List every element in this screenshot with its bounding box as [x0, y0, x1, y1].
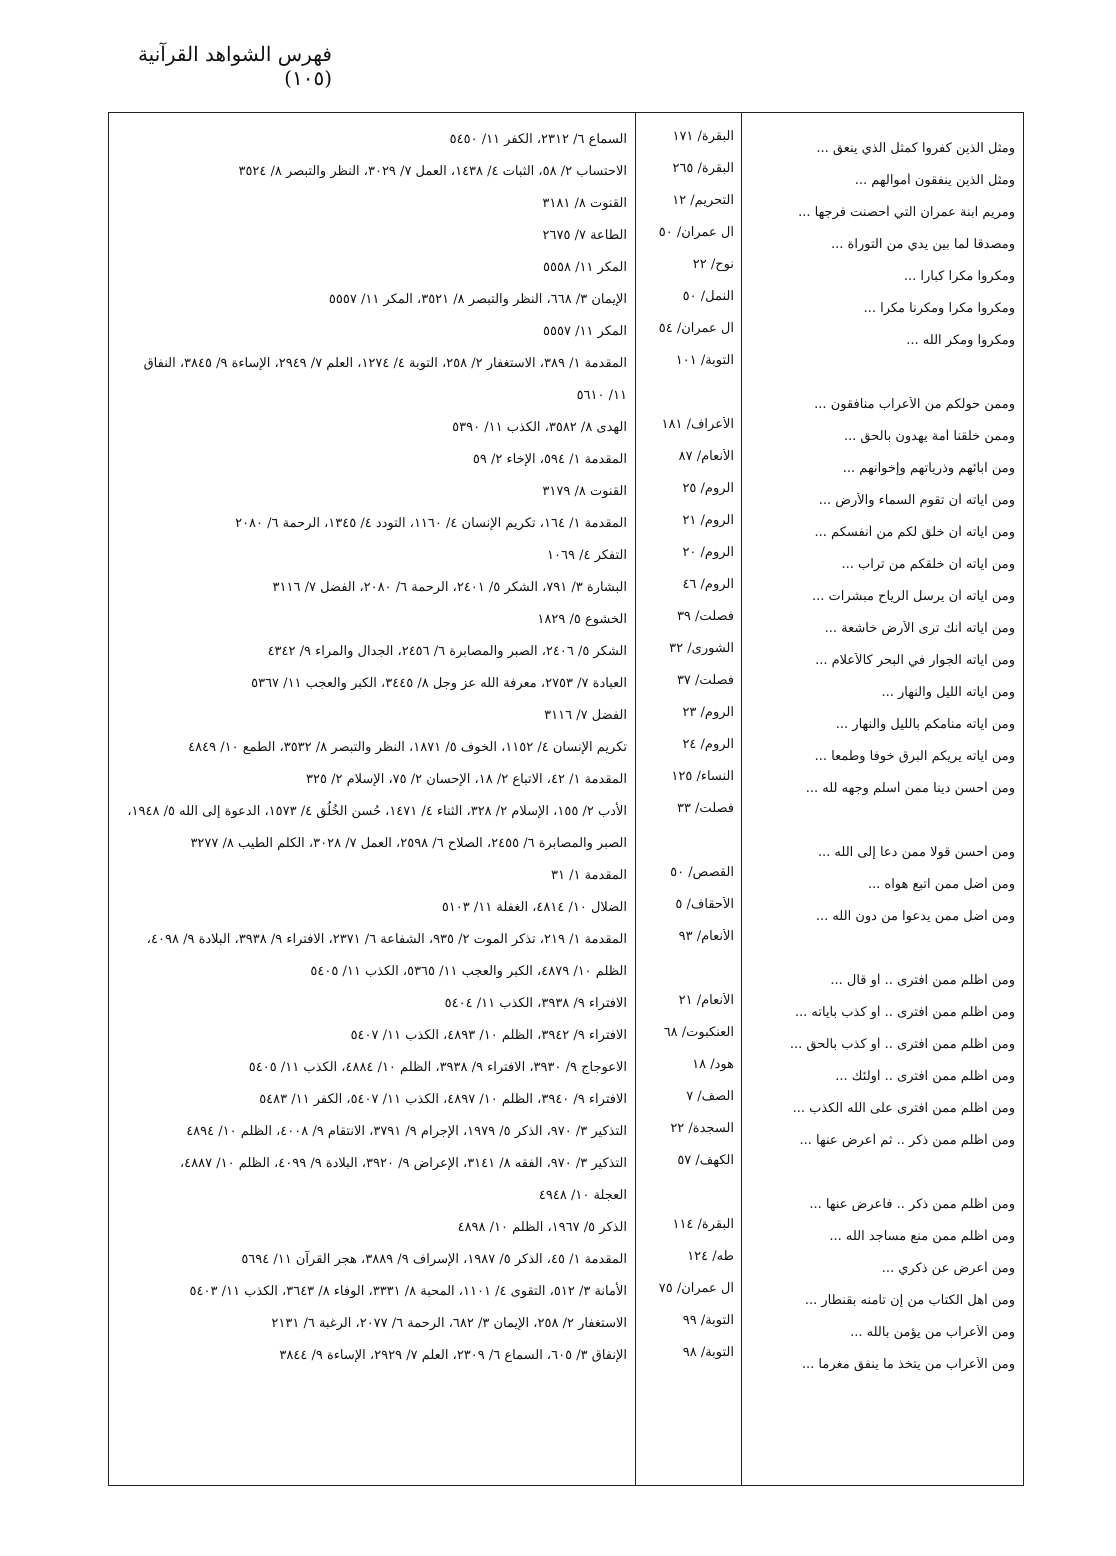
topic-line: الخشوع ٥/ ١٨٢٩ — [537, 612, 627, 627]
index-row — [109, 641, 1023, 673]
topic-line: العجلة ١٠/ ٤٩٤٨ — [538, 1188, 627, 1203]
index-row — [109, 705, 1023, 737]
surah-reference: القصص/ ٥٠ — [670, 865, 734, 880]
topic-references — [115, 225, 627, 257]
topic-references — [115, 865, 627, 897]
ayah-fragment: وممن خلقنا أمة يهدون بالحق ... — [843, 429, 1015, 444]
topic-line: الاستغفار ٢/ ٢٥٨، الإيمان ٣/ ٦٨٢، الرحمة ٦/ ٢٠٧٧، الرغبة ٦/ ٢١٣١ — [271, 1316, 627, 1331]
topic-references — [115, 641, 627, 673]
topic-references — [115, 993, 627, 1025]
topic-line: الفضل ٧/ ٣١١٦ — [544, 708, 627, 723]
topic-line: القنوت ٨/ ٣١٨١ — [542, 196, 627, 211]
index-row — [109, 897, 1023, 929]
surah-reference: التوبة/ ٩٨ — [682, 1345, 734, 1360]
ayah-fragment: ومن أظلم ممن افترى على الله الكذب ... — [792, 1101, 1015, 1116]
topic-line: المقدمة ١/ ٣٨٩، الاستغفار ٢/ ٢٥٨، التوبة ٤/ ١٢٧٤، العلم ٧/ ٢٩٤٩، الإساءة ٩/ ٣٨٤٥، النفاق — [143, 356, 627, 371]
page-header — [108, 42, 332, 90]
surah-reference: النساء/ ١٢٥ — [671, 769, 734, 784]
ayah-fragment: ومن أحسن قولا ممن دعا إلى الله ... — [817, 845, 1015, 860]
surah-reference: التوبة/ ٩٩ — [682, 1313, 734, 1328]
index-row — [109, 1089, 1023, 1121]
index-row — [109, 225, 1023, 257]
topic-line: المقدمة ١/ ٤٢، الاتباع ٢/ ١٨، الإحسان ٢/ ٧٥، الإسلام ٢/ ٣٢٥ — [306, 772, 627, 787]
surah-reference: الروم/ ٢٥ — [682, 481, 734, 496]
index-table — [108, 112, 1024, 1486]
topic-line: الافتراء ٩/ ٣٩٣٨، الكذب ١١/ ٥٤٠٤ — [444, 996, 627, 1011]
surah-reference: فصلت/ ٣٣ — [676, 801, 734, 816]
topic-line: المقدمة ١/ ٤٥، الذكر ٥/ ١٩٨٧، الإسراف ٩/ ٣٨٨٩، هجر القرآن ١١/ ٥٦٩٤ — [241, 1252, 627, 1267]
index-row — [109, 929, 1023, 993]
topic-references — [115, 705, 627, 737]
topic-line: البشارة ٣/ ٧٩١، الشكر ٥/ ٢٤٠١، الرحمة ٦/ ٢٠٨٠، الفضل ٧/ ٣١١٦ — [272, 580, 627, 595]
index-rows — [109, 129, 1023, 1377]
index-row — [109, 1345, 1023, 1377]
topic-line: الافتراء ٩/ ٣٩٤٢، الظلم ١٠/ ٤٨٩٣، الكذب ١١/ ٥٤٠٧ — [350, 1028, 627, 1043]
ayah-fragment: ومثل الذين ينفقون أموالهم ... — [854, 173, 1015, 188]
ayah-fragment: ومن أظلم ممن افترى .. أولئك ... — [835, 1069, 1015, 1084]
topic-line: المكر ١١/ ٥٥٥٨ — [543, 260, 627, 275]
topic-references — [115, 673, 627, 705]
surah-reference: التوبة/ ١٠١ — [675, 353, 734, 368]
topic-line: المقدمة ١/ ٣١ — [550, 868, 627, 883]
ayah-fragment: ومثل الذين كفروا كمثل الذي ينعق ... — [816, 141, 1015, 156]
surah-reference: آل عمران/ ٥٠ — [658, 225, 734, 240]
surah-reference: العنكبوت/ ٦٨ — [663, 1025, 734, 1040]
topic-line: الاحتساب ٢/ ٥٨، الثبات ٤/ ١٤٣٨، العمل ٧/ ٣٠٢٩، النظر والتبصر ٨/ ٣٥٢٤ — [238, 164, 627, 179]
topic-line: الطاعة ٧/ ٢٦٧٥ — [542, 228, 627, 243]
topic-line: الضلال ١٠/ ٤٨١٤، الغفلة ١١/ ٥١٠٣ — [441, 900, 627, 915]
index-row — [109, 193, 1023, 225]
index-row — [109, 1121, 1023, 1153]
ayah-fragment: ومن الأعراب من يؤمن بالله ... — [850, 1325, 1015, 1340]
surah-reference: طه/ ١٢٤ — [687, 1249, 734, 1264]
index-row — [109, 545, 1023, 577]
topic-references — [115, 513, 627, 545]
topic-references — [115, 609, 627, 641]
topic-line: السماع ٦/ ٢٣١٢، الكفر ١١/ ٥٤٥٠ — [449, 132, 627, 147]
index-row — [109, 577, 1023, 609]
surah-reference: الأنعام/ ٨٧ — [678, 449, 734, 464]
topic-line: العبادة ٧/ ٢٧٥٣، معرفة الله عز وجل ٨/ ٣٤٤٥، الكبر والعجب ١١/ ٥٣٦٧ — [251, 676, 627, 691]
index-row — [109, 1249, 1023, 1281]
topic-references — [115, 449, 627, 481]
topic-references — [115, 897, 627, 929]
surah-reference: الروم/ ٢٤ — [682, 737, 734, 752]
surah-reference: الشورى/ ٣٢ — [669, 641, 734, 656]
surah-reference: الروم/ ٢١ — [682, 513, 734, 528]
topic-references — [115, 929, 627, 993]
topic-line: الاعوجاج ٩/ ٣٩٣٠، الافتراء ٩/ ٣٩٣٨، الظلم ١٠/ ٤٨٨٤، الكذب ١١/ ٥٤٠٥ — [248, 1060, 627, 1075]
ayah-fragment: ومن آياته يريكم البرق خوفا وطمعا ... — [814, 749, 1015, 764]
topic-references — [115, 545, 627, 577]
index-row — [109, 993, 1023, 1025]
topic-line: الهدى ٨/ ٣٥٨٢، الكذب ١١/ ٥٣٩٠ — [452, 420, 627, 435]
ayah-fragment: ومن آبائهم وذرياتهم وإخوانهم ... — [842, 461, 1015, 476]
index-row — [109, 673, 1023, 705]
ayah-fragment: ومن أظلم ممن افترى .. أو كذب بآياته ... — [794, 1005, 1015, 1020]
surah-reference: البقرة/ ٢٦٥ — [672, 161, 734, 176]
surah-reference: الروم/ ٤٦ — [682, 577, 734, 592]
surah-reference: الأحقاف/ ٥ — [675, 897, 734, 912]
ayah-fragment: ومن آياته أن خلق لكم من أنفسكم ... — [814, 525, 1015, 540]
topic-references — [115, 737, 627, 769]
ayah-fragment: ومن أظلم ممن ذكر .. فأعرض عنها ... — [809, 1197, 1015, 1212]
topic-references — [115, 1281, 627, 1313]
topic-references — [115, 1217, 627, 1249]
ayah-fragment: ومكروا ومكر الله ... — [906, 333, 1015, 348]
surah-reference: الكهف/ ٥٧ — [677, 1153, 734, 1168]
surah-reference: السجدة/ ٢٢ — [670, 1121, 734, 1136]
index-row — [109, 865, 1023, 897]
topic-line: التذكير ٣/ ٩٧٠، الفقه ٨/ ٣١٤١، الإعراض ٩/ ٣٩٢٠، البلادة ٩/ ٤٠٩٩، الظلم ١٠/ ٤٨٨٧، — [179, 1156, 627, 1171]
index-row — [109, 353, 1023, 417]
index-row — [109, 1313, 1023, 1345]
ayah-fragment: ومصدقا لما بين يدي من التوراة ... — [831, 237, 1015, 252]
index-row — [109, 513, 1023, 545]
topic-line: الإنفاق ٣/ ٦٠٥، السماع ٦/ ٢٣٠٩، العلم ٧/ ٢٩٢٩، الإساءة ٩/ ٣٨٤٤ — [279, 1348, 627, 1363]
surah-reference: نوح/ ٢٢ — [692, 257, 734, 272]
ayah-fragment: ومكروا مكرا ومكرنا مكرا ... — [863, 301, 1015, 316]
topic-line: التذكير ٣/ ٩٧٠، الذكر ٥/ ١٩٧٩، الإجرام ٩/ ٣٧٩١، الانتقام ٩/ ٤٠٠٨، الظلم ١٠/ ٤٨٩٤ — [186, 1124, 627, 1139]
topic-line: المكر ١١/ ٥٥٥٧ — [543, 324, 627, 339]
ayah-fragment: ومن آياته أن خلقكم من تراب ... — [841, 557, 1015, 572]
index-row — [109, 1281, 1023, 1313]
topic-references — [115, 481, 627, 513]
surah-reference: فصلت/ ٣٩ — [676, 609, 734, 624]
topic-references — [115, 1249, 627, 1281]
topic-references — [115, 1089, 627, 1121]
index-row — [109, 257, 1023, 289]
surah-reference: النمل/ ٥٠ — [682, 289, 734, 304]
ayah-fragment: ومن آياته أن يرسل الرياح مبشرات ... — [811, 589, 1015, 604]
index-row — [109, 161, 1023, 193]
ayah-fragment: ومن أظلم ممن افترى .. أو كذب بالحق ... — [789, 1037, 1015, 1052]
index-row — [109, 449, 1023, 481]
surah-reference: البقرة/ ١١٤ — [672, 1217, 734, 1232]
ayah-fragment: وممن حولكم من الأعراب منافقون ... — [814, 397, 1015, 412]
ayah-fragment: ومن أضل ممن يدعوا من دون الله ... — [815, 909, 1015, 924]
index-row — [109, 769, 1023, 801]
surah-reference: آل عمران/ ٧٥ — [658, 1281, 734, 1296]
ayah-fragment: ومن آياته أن تقوم السماء والأرض ... — [818, 493, 1015, 508]
index-row — [109, 1217, 1023, 1249]
ayah-fragment: ومريم ابنة عمران التي أحصنت فرجها ... — [798, 205, 1015, 220]
index-row — [109, 289, 1023, 321]
topic-references — [115, 289, 627, 321]
ayah-fragment: ومن أظلم ممن افترى .. أو قال ... — [830, 973, 1015, 988]
topic-line: المقدمة ١/ ١٦٤، تكريم الإنسان ٤/ ١١٦٠، التودد ٤/ ١٣٤٥، الرحمة ٦/ ٢٠٨٠ — [235, 516, 627, 531]
ayah-fragment: ومن آياته أنك ترى الأرض خاشعة ... — [824, 621, 1015, 636]
topic-line: الافتراء ٩/ ٣٩٤٠، الظلم ١٠/ ٤٨٩٧، الكذب ١١/ ٥٤٠٧، الكفر ١١/ ٥٤٨٣ — [259, 1092, 627, 1107]
header-title: فهرس الشواهد القرآنية — [137, 42, 332, 66]
topic-line: الذكر ٥/ ١٩٦٧، الظلم ١٠/ ٤٨٩٨ — [457, 1220, 627, 1235]
index-row — [109, 609, 1023, 641]
index-row — [109, 321, 1023, 353]
topic-line: الإيمان ٣/ ٦٦٨، النظر والتبصر ٨/ ٣٥٢١، المكر ١١/ ٥٥٥٧ — [328, 292, 627, 307]
surah-reference: الأنعام/ ٢١ — [678, 993, 734, 1008]
topic-line: الأمانة ٣/ ٥١٢، التقوى ٤/ ١١٠١، المحبة ٨/ ٣٣٣١، الوفاء ٨/ ٣٦٤٣، الكذب ١١/ ٥٤٠٣ — [189, 1284, 627, 1299]
topic-references — [115, 417, 627, 449]
surah-reference: الروم/ ٢٣ — [682, 705, 734, 720]
topic-references — [115, 161, 627, 193]
page-number: (١٠٥) — [284, 66, 332, 90]
ayah-fragment: ومن أحسن دينا ممن أسلم وجهه لله ... — [805, 781, 1015, 796]
index-row — [109, 801, 1023, 865]
ayah-fragment: ومن أظلم ممن ذكر .. ثم أعرض عنها ... — [799, 1133, 1015, 1148]
index-row — [109, 129, 1023, 161]
ayah-fragment: ومن آياته منامكم بالليل والنهار ... — [835, 717, 1015, 732]
index-row — [109, 417, 1023, 449]
topic-references — [115, 1025, 627, 1057]
surah-reference: هود/ ١٨ — [692, 1057, 734, 1072]
surah-reference: البقرة/ ١٧١ — [672, 129, 734, 144]
topic-references — [115, 1313, 627, 1345]
topic-line: المقدمة ١/ ٢١٩، تذكر الموت ٢/ ٩٣٥، الشفاعة ٦/ ٢٣٧١، الافتراء ٩/ ٣٩٣٨، البلادة ٩/ ٤٠٩٨، — [146, 932, 627, 947]
topic-line: ١١/ ٥٦١٠ — [576, 388, 627, 403]
topic-line: التفكر ٤/ ١٠٦٩ — [547, 548, 627, 563]
ayah-fragment: ومن الأعراب من يتخذ ما ينفق مغرما ... — [801, 1357, 1015, 1372]
topic-line: الظلم ١٠/ ٤٨٧٩، الكبر والعجب ١١/ ٥٣٦٥، الكذب ١١/ ٥٤٠٥ — [310, 964, 627, 979]
ayah-fragment: ومن آياته الجوار في البحر كالأعلام ... — [815, 653, 1015, 668]
topic-references — [115, 193, 627, 225]
topic-references — [115, 321, 627, 353]
ayah-fragment: ومكروا مكرا كبارا ... — [903, 269, 1015, 284]
topic-line: المقدمة ١/ ٥٩٤، الإخاء ٢/ ٥٩ — [472, 452, 627, 467]
topic-references — [115, 1153, 627, 1217]
topic-references — [115, 353, 627, 417]
index-row — [109, 481, 1023, 513]
surah-reference: الصف/ ٧ — [686, 1089, 734, 1104]
surah-reference: آل عمران/ ٥٤ — [658, 321, 734, 336]
topic-references — [115, 129, 627, 161]
topic-line: القنوت ٨/ ٣١٧٩ — [542, 484, 627, 499]
surah-reference: الروم/ ٢٠ — [682, 545, 734, 560]
topic-references — [115, 257, 627, 289]
surah-reference: التحريم/ ١٢ — [672, 193, 734, 208]
topic-line: تكريم الإنسان ٤/ ١١٥٢، الخوف ٥/ ١٨٧١، النظر والتبصر ٨/ ٣٥٣٢، الطمع ١٠/ ٤٨٤٩ — [188, 740, 627, 755]
topic-line: الأدب ٢/ ١٥٥، الإسلام ٢/ ٣٢٨، الثناء ٤/ ١٤٧١، حُسن الخُلُق ٤/ ١٥٧٣، الدعوة إلى الله ٥/ ١٩٤٨، — [127, 804, 627, 819]
topic-references — [115, 1345, 627, 1377]
topic-references — [115, 801, 627, 865]
index-row — [109, 1057, 1023, 1089]
topic-references — [115, 1057, 627, 1089]
ayah-fragment: ومن أعرض عن ذكري ... — [881, 1261, 1015, 1276]
index-row — [109, 1025, 1023, 1057]
index-row — [109, 1153, 1023, 1217]
ayah-fragment: ومن أظلم ممن منع مساجد الله ... — [829, 1229, 1015, 1244]
topic-references — [115, 577, 627, 609]
ayah-fragment: ومن أهل الكتاب من إن تأمنه بقنطار ... — [804, 1293, 1015, 1308]
surah-reference: الأنعام/ ٩٣ — [678, 929, 734, 944]
surah-reference: فصلت/ ٣٧ — [676, 673, 734, 688]
ayah-fragment: ومن أضل ممن اتبع هواه ... — [867, 877, 1015, 892]
topic-line: الشكر ٥/ ٢٤٠٦، الصبر والمصابرة ٦/ ٢٤٥٦، الجدال والمراء ٩/ ٤٣٤٢ — [267, 644, 627, 659]
topic-references — [115, 769, 627, 801]
topic-references — [115, 1121, 627, 1153]
index-row — [109, 737, 1023, 769]
ayah-fragment: ومن آياته الليل والنهار ... — [881, 685, 1015, 700]
topic-line: الصبر والمصابرة ٦/ ٢٤٥٥، الصلاح ٦/ ٢٥٩٨، العمل ٧/ ٣٠٢٨، الكلم الطيب ٨/ ٣٢٧٧ — [190, 836, 627, 851]
surah-reference: الأعراف/ ١٨١ — [661, 417, 734, 432]
